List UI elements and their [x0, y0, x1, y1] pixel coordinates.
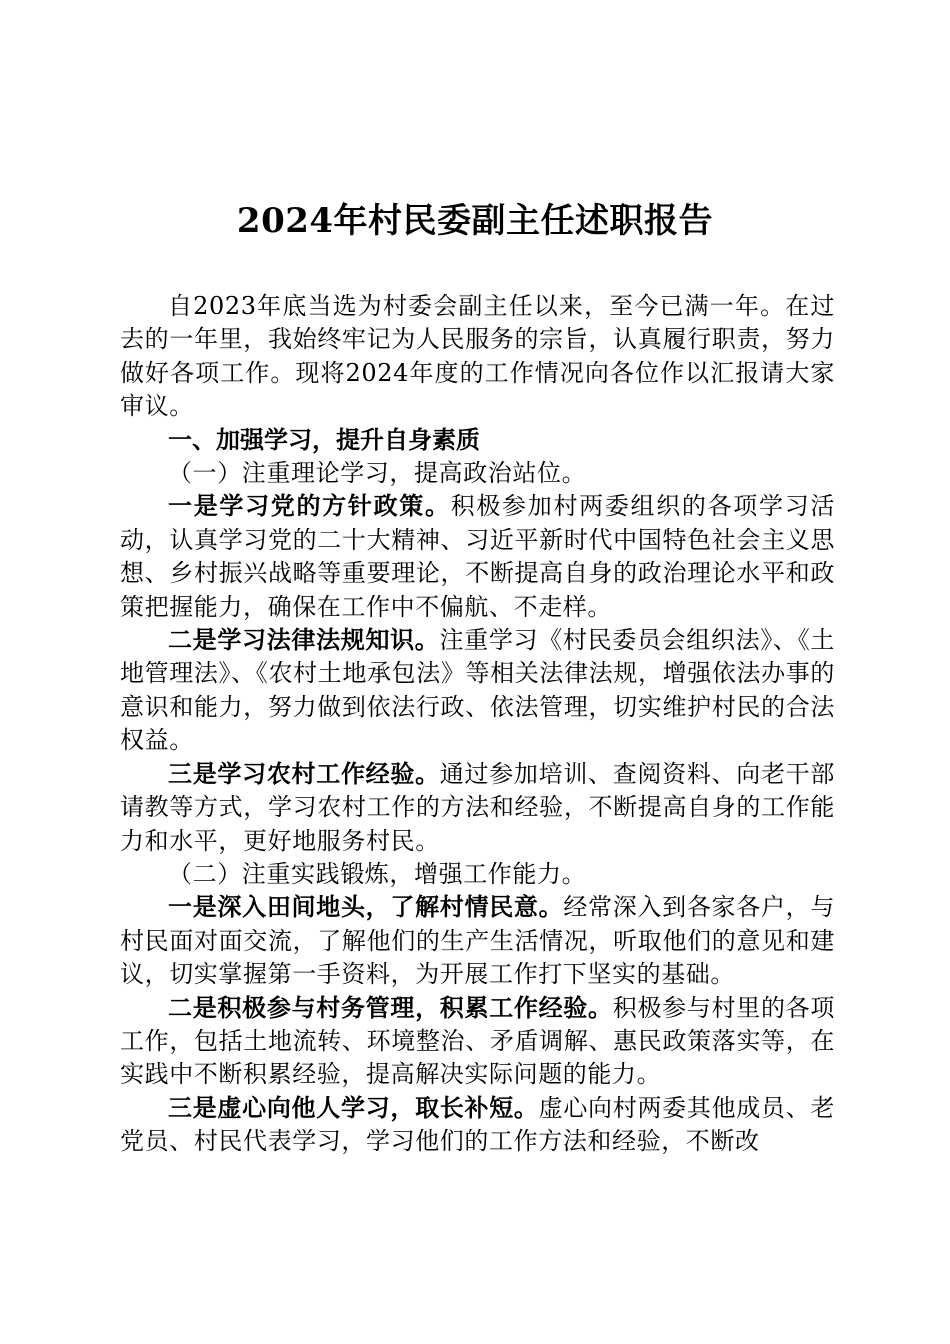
- paragraph-lead: 一是学习党的方针政策。: [168, 492, 451, 521]
- paragraph-1-3: [120, 758, 835, 858]
- paragraph-text: 经常深入到各家各户，与村民面对面交流，了解他们的生产生活情况，听取他们的意见和建议，切实掌握第一手资料，为开展工作打下坚实的基础。: [120, 893, 835, 989]
- paragraph-text: 注重学习《村民委员会组织法》、《土地管理法》、《农村土地承包法》等相关法律法规，增强依法办事的意识和能力，努力做到依法行政、依法管理，切实维护村民的合法权益。: [120, 626, 835, 755]
- document-body: [120, 290, 835, 1159]
- section-heading-1: 一、加强学习，提升自身素质: [168, 425, 480, 454]
- paragraph-2-3: [120, 1092, 835, 1159]
- subsection-heading-1: （一）注重理论学习，提高政治站位。: [168, 459, 587, 488]
- paragraph-text: 虚心向村两委其他成员、老党员、村民代表学习，学习他们的工作方法和经验，不断改: [120, 1093, 836, 1156]
- paragraph-text: 积极参与村里的各项工作，包括土地流转、环境整治、矛盾调解、惠民政策落实等，在实践中不断积累经验，提高解决实际问题的能力。: [120, 993, 835, 1089]
- intro-paragraph: 自2023年底当选为村委会副主任以来，至今已满一年。在过去的一年里，我始终牢记为人民服务的宗旨，认真履行职责，努力做好各项工作。现将2024年度的工作情况向各位作以汇报请大家审议。: [120, 292, 835, 421]
- paragraph-lead: 三是学习农村工作经验。: [168, 759, 440, 788]
- paragraph-text: 积极参加村两委组织的各项学习活动，认真学习党的二十大精神、习近平新时代中国特色社会主义思想、乡村振兴战略等重要理论，不断提高自身的政治理论水平和政策把握能力，确保在工作中不偏航、不走样。: [120, 492, 835, 621]
- paragraph-2-1: [120, 891, 835, 991]
- paragraph-lead: 三是虚心向他人学习，取长补短。: [168, 1093, 539, 1122]
- paragraph-1-1: [120, 490, 835, 624]
- paragraph-lead: 一是深入田间地头，了解村情民意。: [168, 893, 564, 922]
- paragraph-text: 通过参加培训、查阅资料、向老干部请教等方式，学习农村工作的方法和经验，不断提高自身的工作能力和水平，更好地服务村民。: [120, 759, 835, 855]
- paragraph-lead: 二是学习法律法规知识。: [168, 626, 440, 655]
- subsection-heading-2: （二）注重实践锻炼，增强工作能力。: [168, 859, 587, 888]
- paragraph-2-2: [120, 992, 835, 1092]
- document-title: 2024年村民委副主任述职报告: [236, 201, 714, 241]
- paragraph-lead: 二是积极参与村务管理，积累工作经验。: [168, 993, 613, 1022]
- paragraph-1-2: [120, 624, 835, 758]
